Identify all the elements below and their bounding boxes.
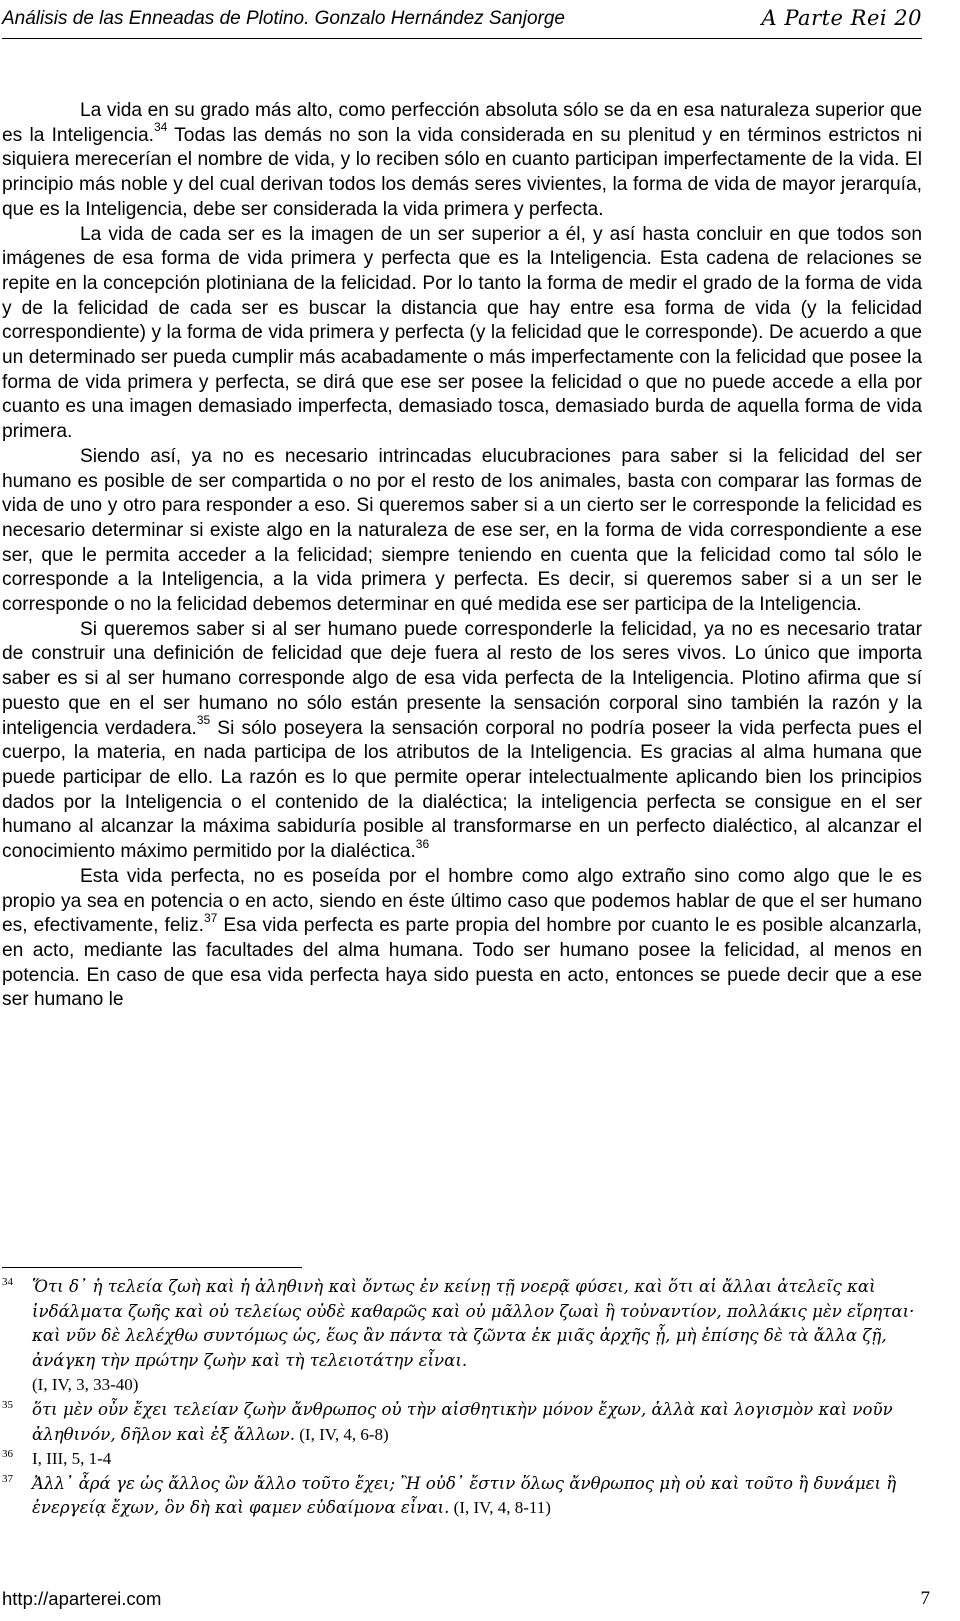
header-title: Análisis de las Enneadas de Plotino. Gonzalo Hernández Sanjorge (2, 8, 565, 29)
paragraph-5 (2, 865, 922, 1013)
footnote-ref-35[interactable]: 35 (196, 713, 211, 728)
footnote-number: 36 (2, 1448, 13, 1461)
paragraph-4-part-b: Si sólo poseyera la sensación corporal no podría poseer la vida perfecta pues el cuerpo, la materia, en nada participa de los atributos de la Inteligencia. Es gracias al alma humana que puede participar de ello. La razón es lo que permite operar intelectualmente aplicando bien los principios dados por la Inteligencia o el contenido de la dialéctica; la inteligencia perfecta se consigue en el ser humano al alcanzar la máxima sabiduría posible al transformarse en un perfecto dialéctico, al alcanzar el conocimiento máximo permitido por la dialéctica. (2, 717, 922, 863)
paragraph-2: La vida de cada ser es la imagen de un ser superior a él, y así hasta concluir en que todos son imágenes de esa forma de vida primera y perfecta que es la Inteligencia. Esta cadena de relaciones se repite en la concepción plotiniana de la felicidad. Por lo tanto la forma de medir el grado de la forma de vida y de la felicidad de cada ser es buscar la distancia que hay entre esa forma de vida (y la felicidad correspondiente) y la forma de vida primera y perfecta (y la felicidad que le corresponde). De acuerdo a que un determinado ser pueda cumplir más acabadamente o más imperfectamente con la felicidad que posee la forma de vida primera y perfecta, se dirá que ese ser posee la felicidad o que no puede accede a ella por cuanto es una imagen demasiado imperfecta, demasiado tosca, demasiado burda de aquella forma de vida primera. (2, 223, 922, 443)
footnote-number: 34 (2, 1276, 13, 1288)
header-brand-logo: A Parte Rei 20 (761, 6, 922, 30)
footnote-34 (2, 1275, 927, 1398)
page-number: 7 (920, 1588, 930, 1609)
footnote-reference: I, III, 5, 1-4 (32, 1449, 112, 1469)
page-header (2, 6, 922, 39)
paragraph-4 (2, 618, 922, 865)
footnote-reference: (I, IV, 4, 8-11) (449, 1498, 551, 1518)
footnote-greek-text: ὅτι μὲν οὖν ἔχει τελείαν ζωὴν ἄνθρωπος οὐ τὴν αἰσθητικὴν μόνον ἔχων, ἀλλὰ καὶ λογισμὸν καὶ νοῦν ἀληθινόν, δῆλον καὶ ἐξ ἄλλων. (32, 1399, 893, 1444)
footnote-ref-36[interactable]: 36 (415, 836, 430, 851)
footnote-divider (2, 1267, 302, 1268)
paragraph-5-part-a: Esta vida perfecta, no es poseída por el hombre como algo extraño sino como algo que le es propio ya sea en potencia o en acto, siendo en éste último caso que podemos hablar de que el ser humano es, efectivamente, feliz. (2, 865, 922, 937)
footnote-ref-37[interactable]: 37 (203, 910, 218, 925)
footnote-reference: (I, IV, 4, 6-8) (295, 1424, 389, 1444)
footnote-number: 35 (2, 1398, 13, 1411)
paragraph-1 (2, 99, 922, 223)
paragraph-1-part-a: La vida en su grado más alto, como perfección absoluta sólo se da en esa naturaleza superior que es la Inteligencia. (2, 100, 922, 146)
footnote-greek-text: Ἀλλ᾽ ἆρά γε ὡς ἄλλος ὢν ἄλλο τοῦτο ἔχει; Ἢ οὐδ᾽ ἔστιν ὅλως ἄνθρωπος μὴ οὐ καὶ τοῦτο ἢ δυνάμει ἢ ἐνεργείᾳ ἔχων, ὃν δὴ καὶ φαμεν εὐδαίμονα εἶναι. (32, 1473, 897, 1518)
footer-url-link[interactable]: http://aparterei.com (2, 1588, 162, 1609)
footnote-greek-text: Ὅτι δ᾽ ἡ τελεία ζωὴ καὶ ἡ ἀληθινὴ καὶ ὄντως ἐν κείνῃ τῇ νοερᾷ φύσει, καὶ ὅτι αἱ ἄλλαι ἀτελεῖς καὶ ἰνδάλματα ζωῆς καὶ οὐ τελείως οὐδὲ καθαρῶς καὶ οὐ μᾶλλον ζωαὶ ἢ τοὐναντίον, πολλάκις μὲν εἴρηται· καὶ νῦν δὲ λελέχθω συντόμως ὡς, ἕως ἂν πάντα τὰ ζῶντα ἐκ μιᾶς ἀρχῆς ᾖ, μὴ ἐπίσης δὲ τὰ ἄλλα ζῇ, ἀνάγκη τὴν πρώτην ζωὴν καὶ τὴ τελειοτάτην εἶναι. (32, 1277, 915, 1370)
footnote-37 (2, 1472, 927, 1521)
footnote-35 (2, 1398, 927, 1447)
footnote-reference: (I, IV, 3, 33-40) (32, 1375, 139, 1395)
paragraph-3: Siendo así, ya no es necesario intrincadas elucubraciones para saber si la felicidad del ser humano es posible de ser compartida o no por el resto de los animales, basta con comparar las formas de vida de uno y otro para responder a eso. Si queremos saber si a un cierto ser le corresponde la felicidad es necesario determinar si existe algo en la naturaleza de ese ser, en la forma de vida correspondiente a ese ser, que le permita acceder a la felicidad; siempre teniendo en cuenta que la felicidad como tal sólo le corresponde a la Inteligencia, a la vida primera y perfecta. Es decir, si queremos saber si a un ser le corresponde o no la felicidad debemos determinar en qué medida ese ser participa de la Inteligencia. (2, 445, 922, 616)
footnote-ref-34[interactable]: 34 (153, 120, 168, 135)
paragraph-1-part-b: Todas las demás no son la vida considerada en su plenitud y en términos estrictos ni siquiera merecerían el nombre de vida, y lo reciben sólo en cuanto participan imperfectamente de la vida. El principio más noble y del cual derivan todos los demás seres vivientes, la forma de vida de mayor jerarquía, que es la Inteligencia, debe ser considerada la vida primera y perfecta. (2, 124, 922, 220)
footnotes (2, 1275, 927, 1521)
body-text (2, 99, 922, 1013)
paragraph-4-part-a: Si queremos saber si al ser humano puede corresponderle la felicidad, ya no es necesario tratar de construir una definición de felicidad que deje fuera al resto de los seres vivos. Lo único que importa saber es si al ser humano corresponde algo de esa vida perfecta de la Inteligencia. Plotino afirma que sí puesto que en el ser humano no sólo están presente la sensación corporal sino también la razón y la inteligencia verdadera. (2, 618, 922, 739)
footnote-number: 37 (2, 1472, 13, 1485)
footnote-36 (2, 1447, 927, 1472)
paragraph-5-part-b: Esa vida perfecta es parte propia del hombre por cuanto le es posible alcanzarla, en acto, mediante las facultades del alma humana. Todo ser humano posee la felicidad, al menos en potencia. En caso de que esa vida perfecta haya sido puesta en acto, entonces se puede decir que a ese ser humano le (2, 915, 922, 1011)
